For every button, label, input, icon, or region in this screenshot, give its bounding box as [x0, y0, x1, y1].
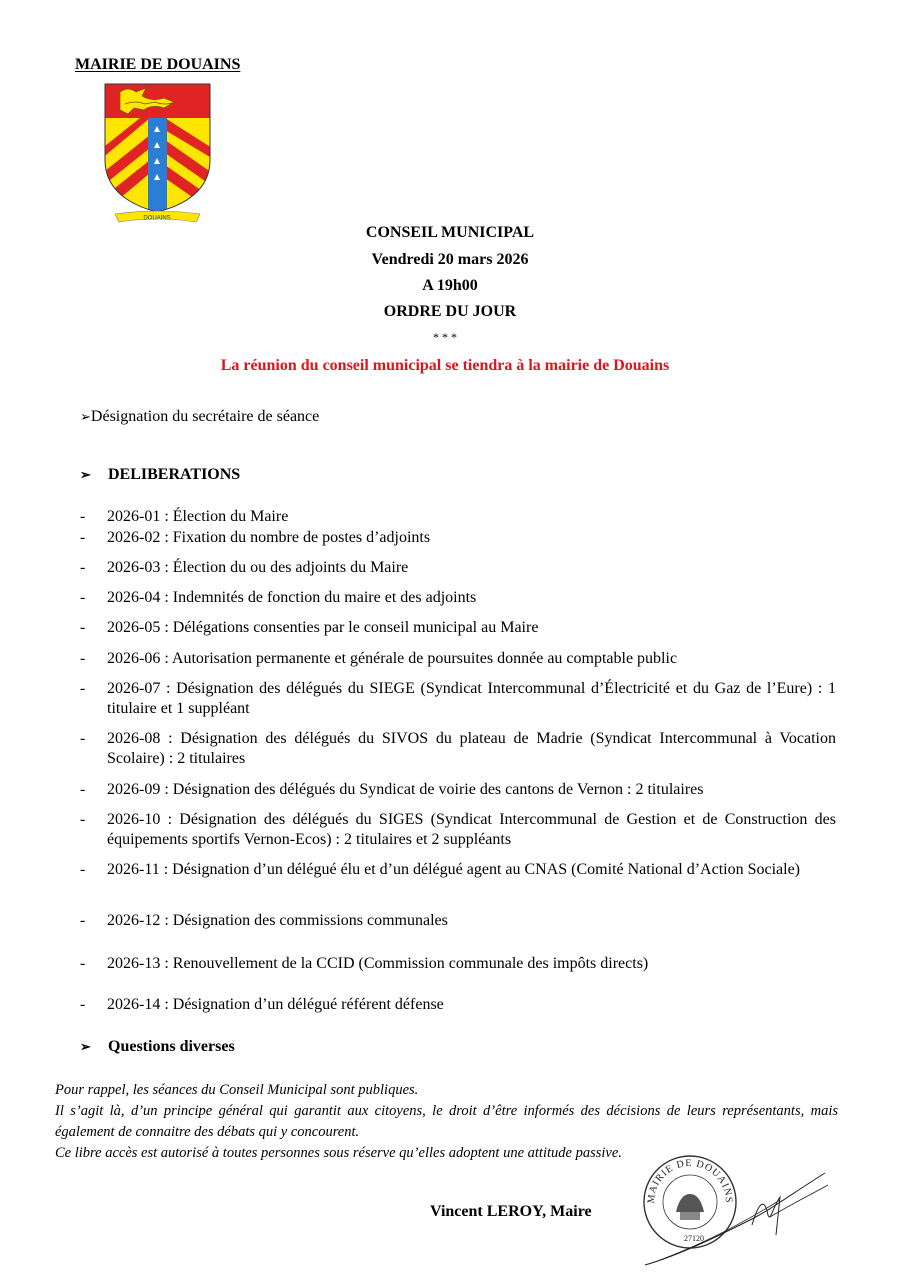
list-item: - 2026-14 : Désignation d’un délégué référent défense — [80, 996, 444, 1013]
deliberations-heading: ➢ DELIBERATIONS — [80, 466, 241, 483]
note-line: Il s’agit là, d’un principe général qui garantit aux citoyens, le droit d’être informés des décisions de leurs représentants, mais également de connaitre des débats qui y concourent. — [55, 1103, 838, 1140]
note-line: Pour rappel, les séances du Conseil Municipal sont publiques. — [55, 1082, 419, 1098]
council-title: CONSEIL MUNICIPAL — [365, 224, 535, 241]
municipal-crest-logo — [100, 80, 215, 225]
list-item: - 2026-07 : Désignation des délégués du SIEGE (Syndicat Intercommunal d’Électricité et du Gaz de l’Eure) : 1 titulaire et 1 suppléant — [80, 680, 836, 717]
list-item: - 2026-12 : Désignation des commissions communales — [80, 912, 448, 929]
mairie-title: MAIRIE DE DOUAINS — [75, 56, 241, 73]
list-item: - 2026-10 : Désignation des délégués du SIGES (Syndicat Intercommunal de Gestion et de Construction des équipements sportifs Vernon-Ecos) : 2 titulaires et 2 suppléants — [80, 811, 836, 848]
svg-text:MAIRIE DE DOUAINS: MAIRIE DE DOUAINS — [645, 1157, 735, 1204]
secretary-item — [80, 408, 319, 426]
list-item: - 2026-05 : Délégations consenties par le conseil municipal au Maire — [80, 619, 539, 636]
agenda-title: ORDRE DU JOUR — [383, 303, 517, 320]
list-item: - 2026-09 : Désignation des délégués du Syndicat de voirie des cantons de Vernon : 2 titulaires — [80, 781, 704, 798]
arrow-bullet-icon: ➢ — [80, 467, 91, 482]
list-item: - 2026-11 : Désignation d’un délégué élu et d’un délégué agent au CNAS (Comité National d’Action Sociale) — [80, 861, 801, 878]
arrow-bullet-icon: ➢ — [80, 1039, 91, 1054]
meeting-date: Vendredi 20 mars 2026 — [371, 251, 529, 268]
mayor-handwritten-signature — [640, 1165, 830, 1275]
list-item: - 2026-08 : Désignation des délégués du SIVOS du plateau de Madrie (Syndicat Intercommunal à Vocation Scolaire) : 2 titulaires — [80, 730, 836, 767]
list-item: - 2026-01 : Élection du Maire — [80, 508, 289, 525]
meeting-time: A 19h00 — [422, 277, 478, 294]
questions-heading: ➢ Questions diverses — [80, 1038, 235, 1055]
list-item: - 2026-04 : Indemnités de fonction du maire et des adjoints — [80, 589, 477, 606]
mayor-signature-name: Vincent LEROY, Maire — [430, 1203, 592, 1220]
arrow-bullet-icon: ➢ — [80, 409, 91, 424]
secretary-text: Désignation du secrétaire de séance — [90, 408, 320, 425]
list-item: - 2026-06 : Autorisation permanente et générale de poursuites donnée au comptable public — [80, 650, 678, 667]
meeting-location-notice: La réunion du conseil municipal se tiendra à la mairie de Douains — [220, 357, 670, 374]
list-item: - 2026-02 : Fixation du nombre de postes d’adjoints — [80, 529, 431, 546]
list-item: - 2026-13 : Renouvellement de la CCID (Commission communale des impôts directs) — [80, 955, 649, 972]
svg-text:DOUAINS: DOUAINS — [143, 215, 171, 222]
svg-text:27120: 27120 — [684, 1234, 704, 1243]
note-line: Ce libre accès est autorisé à toutes personnes sous réserve qu’elles adoptent une attitude passive. — [55, 1145, 622, 1161]
separator-stars: * * * — [433, 330, 457, 344]
list-item: - 2026-03 : Élection du ou des adjoints du Maire — [80, 559, 409, 576]
